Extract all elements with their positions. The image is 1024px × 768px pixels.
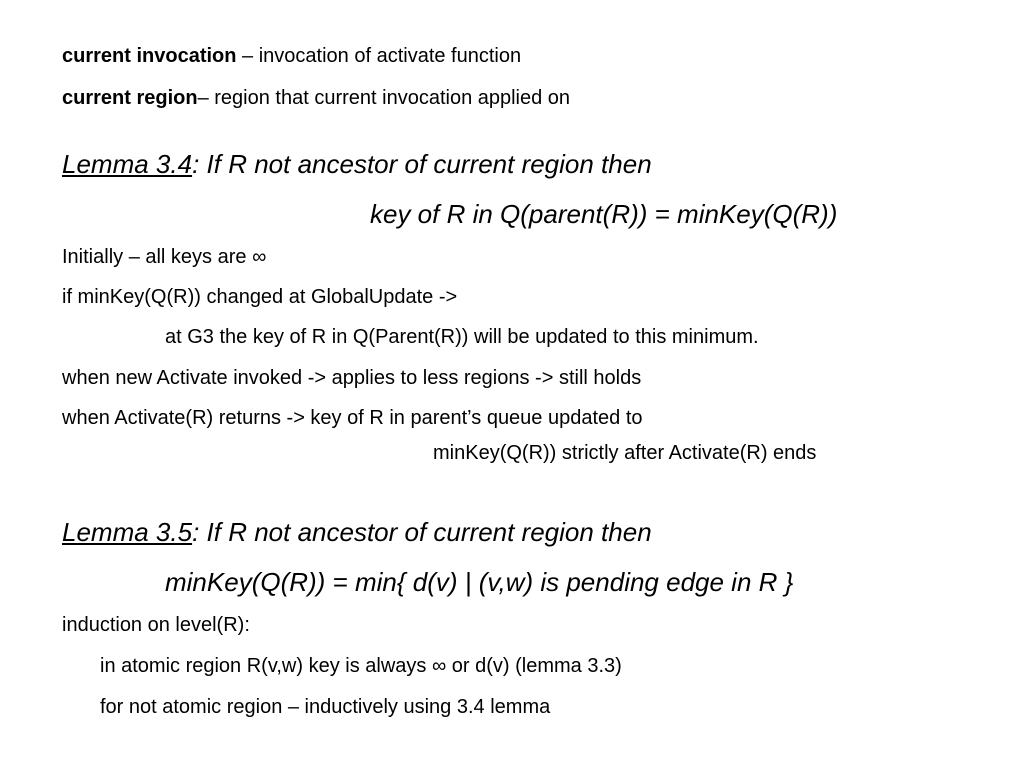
proof-line: for not atomic region – inductively using 3.4 lemma xyxy=(100,696,551,718)
lemma-3-5-formula: minKey(Q(R)) = min{ d(v) | (v,w) is pending edge in R } xyxy=(165,567,794,597)
definition-term: current invocation xyxy=(62,45,237,67)
proof-line: when Activate(R) returns -> key of R in parent’s queue updated to xyxy=(62,407,643,429)
lemma-name: Lemma 3.5 xyxy=(62,517,193,547)
proof-line: at G3 the key of R in Q(Parent(R)) will be updated to this minimum. xyxy=(165,326,759,348)
lemma-name: Lemma 3.4 xyxy=(62,149,193,179)
definition-text: – region that current invocation applied on xyxy=(197,87,571,109)
proof-line: in atomic region R(v,w) key is always ∞ or d(v) (lemma 3.3) xyxy=(100,655,622,677)
lemma-3-4-heading xyxy=(62,151,652,177)
definition-current-region xyxy=(62,88,570,108)
definition-current-invocation xyxy=(62,46,521,66)
proof-line: if minKey(Q(R)) changed at GlobalUpdate -> xyxy=(62,286,458,308)
lemma-3-5-heading xyxy=(62,519,652,545)
proof-line: induction on level(R): xyxy=(62,614,250,636)
proof-line: Initially – all keys are ∞ xyxy=(62,246,267,268)
definition-term: current region xyxy=(62,87,198,109)
lemma-statement: : If R not ancestor of current region then xyxy=(192,149,652,179)
definition-text: – invocation of activate function xyxy=(236,45,522,67)
proof-line: minKey(Q(R)) strictly after Activate(R) ends xyxy=(433,442,817,464)
lemma-3-4-formula: key of R in Q(parent(R)) = minKey(Q(R)) xyxy=(370,199,838,229)
proof-line: when new Activate invoked -> applies to less regions -> still holds xyxy=(62,367,642,389)
lemma-statement: : If R not ancestor of current region then xyxy=(192,517,652,547)
